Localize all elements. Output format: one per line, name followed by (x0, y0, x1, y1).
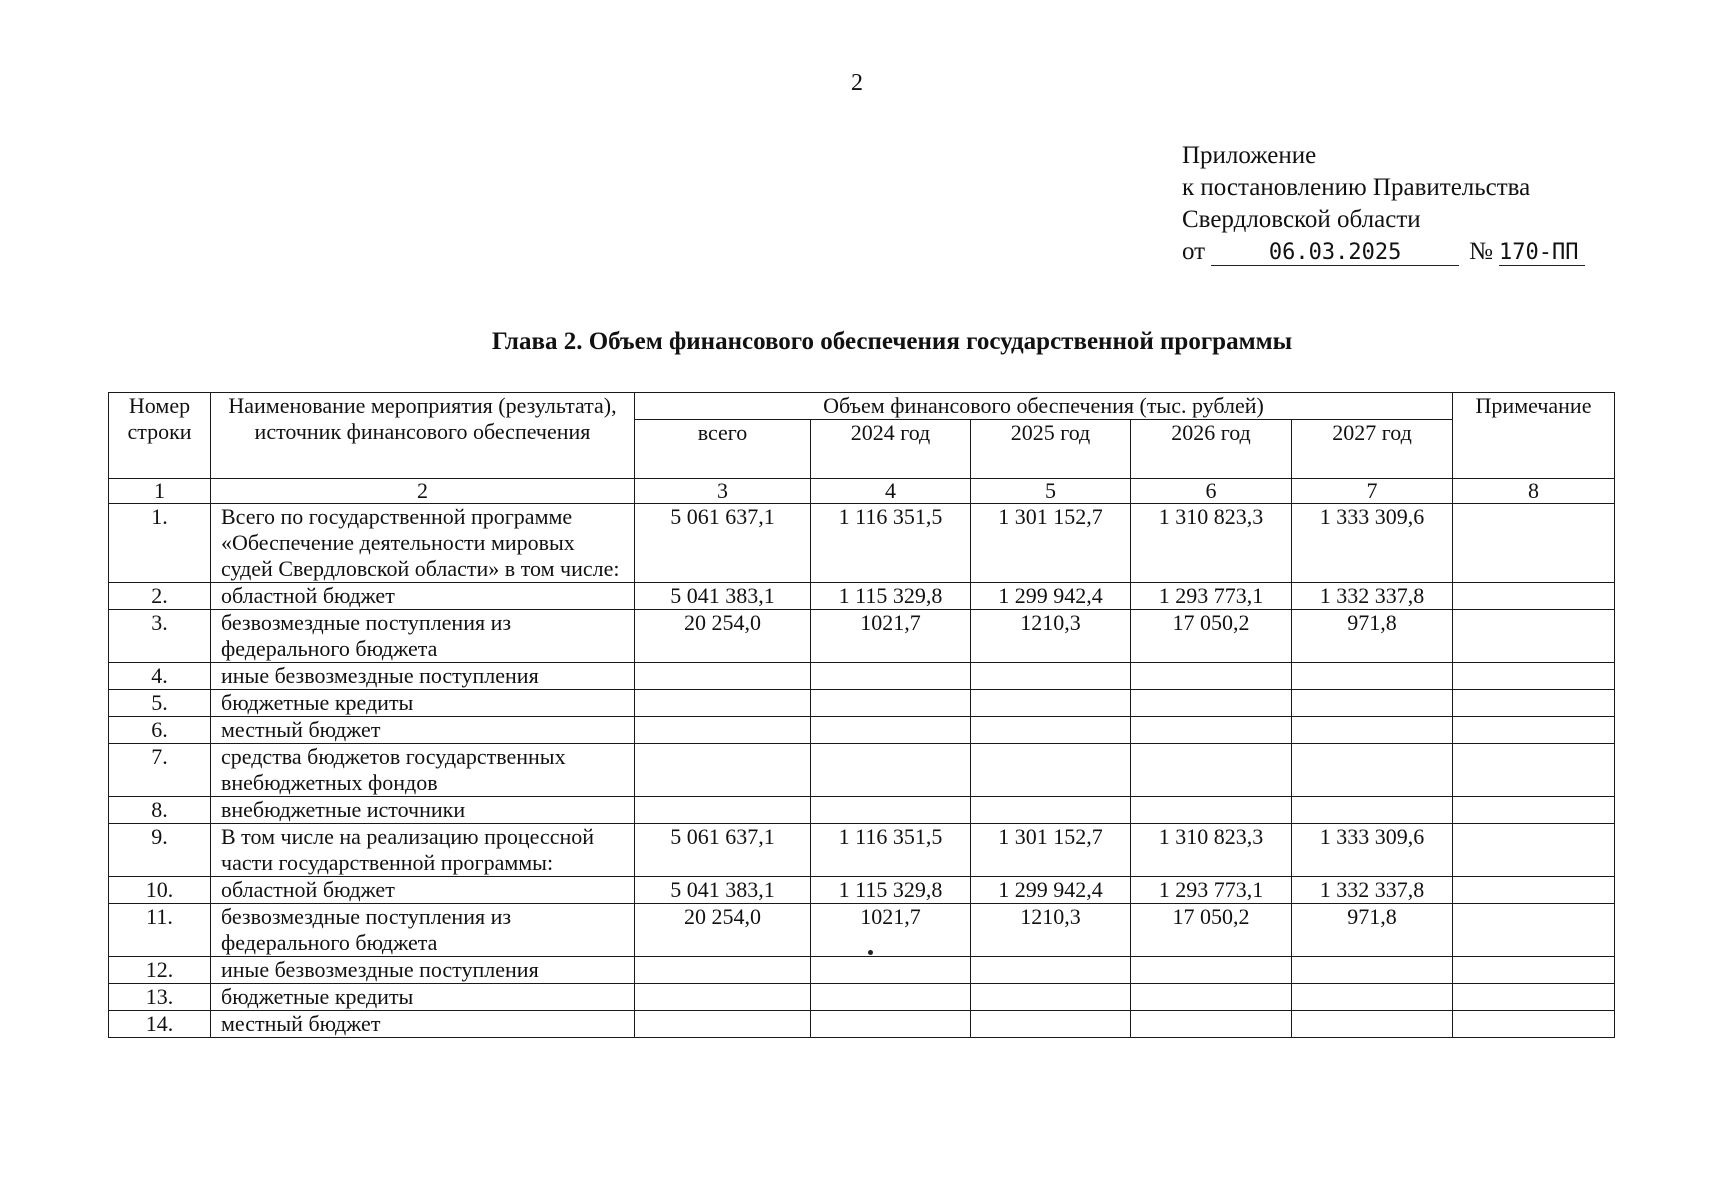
row-2026-cell (1131, 957, 1292, 984)
row-2024-cell (811, 744, 971, 797)
header-2024: 2024 год (811, 420, 971, 479)
row-2027-cell: 1 332 337,8 (1292, 583, 1453, 610)
row-number-cell: 9. (109, 824, 211, 877)
row-2024-cell (811, 717, 971, 744)
appendix-block (1182, 140, 1585, 268)
row-total-cell: 5 041 383,1 (635, 583, 811, 610)
row-name-cell: безвозмездные поступления из федерального бюджета (211, 610, 635, 663)
row-2026-cell: 1 293 773,1 (1131, 877, 1292, 904)
appendix-line-3: Свердловской области (1182, 206, 1421, 233)
row-note-cell (1453, 690, 1615, 717)
row-2025-cell: 1 301 152,7 (971, 824, 1131, 877)
row-total-cell: 5 041 383,1 (635, 877, 811, 904)
table-row (109, 717, 1615, 744)
row-total-cell: 20 254,0 (635, 904, 811, 957)
row-number-cell: 3. (109, 610, 211, 663)
row-2026-cell (1131, 717, 1292, 744)
row-2026-cell (1131, 1011, 1292, 1038)
appendix-line-2: к постановлению Правительства (1182, 174, 1531, 201)
header-2027: 2027 год (1292, 420, 1453, 479)
row-2024-cell: 1021,7 (811, 904, 971, 957)
row-name-cell: местный бюджет (211, 717, 635, 744)
row-note-cell (1453, 583, 1615, 610)
appendix-date-line (1182, 236, 1585, 268)
row-name-cell: внебюджетные источники (211, 797, 635, 824)
row-name-cell: бюджетные кредиты (211, 690, 635, 717)
row-total-cell (635, 744, 811, 797)
row-2026-cell: 17 050,2 (1131, 904, 1292, 957)
row-2027-cell (1292, 717, 1453, 744)
row-name-cell: иные безвозмездные поступления (211, 957, 635, 984)
row-number-cell: 12. (109, 957, 211, 984)
row-note-cell (1453, 744, 1615, 797)
row-name-cell: местный бюджет (211, 1011, 635, 1038)
row-total-cell (635, 984, 811, 1011)
column-index: 2 (211, 479, 635, 504)
row-2027-cell: 1 333 309,6 (1292, 504, 1453, 583)
column-index: 1 (109, 479, 211, 504)
row-2024-cell: 1021,7 (811, 610, 971, 663)
chapter-title: Глава 2. Объем финансового обеспечения государственной программы (491, 328, 1293, 355)
row-2024-cell (811, 957, 971, 984)
date-prefix: от (1182, 238, 1206, 265)
column-index: 4 (811, 479, 971, 504)
row-2026-cell: 1 293 773,1 (1131, 583, 1292, 610)
table-row (109, 663, 1615, 690)
row-name-cell: средства бюджетов государственных внебюджетных фондов (211, 744, 635, 797)
row-number-cell: 5. (109, 690, 211, 717)
row-2026-cell (1131, 663, 1292, 690)
row-2027-cell (1292, 690, 1453, 717)
row-number-cell: 10. (109, 877, 211, 904)
table-row (109, 1011, 1615, 1038)
row-number-cell: 14. (109, 1011, 211, 1038)
header-total: всего (635, 420, 811, 479)
row-2025-cell: 1 299 942,4 (971, 583, 1131, 610)
row-2025-cell: 1 299 942,4 (971, 877, 1131, 904)
row-total-cell (635, 663, 811, 690)
row-note-cell (1453, 1011, 1615, 1038)
row-2026-cell (1131, 797, 1292, 824)
table-row (109, 744, 1615, 797)
row-2027-cell (1292, 984, 1453, 1011)
row-2025-cell (971, 797, 1131, 824)
header-2026: 2026 год (1131, 420, 1292, 479)
column-index: 6 (1131, 479, 1292, 504)
column-index: 5 (971, 479, 1131, 504)
column-index-row (109, 479, 1615, 504)
column-index: 3 (635, 479, 811, 504)
row-name-cell: Всего по государственной программе «Обеспечение деятельности мировых судей Свердловской области» в том числе: (211, 504, 635, 583)
row-name-cell: областной бюджет (211, 583, 635, 610)
row-total-cell (635, 957, 811, 984)
row-2026-cell: 17 050,2 (1131, 610, 1292, 663)
table-row (109, 904, 1615, 957)
row-2025-cell: 1 301 152,7 (971, 504, 1131, 583)
row-note-cell (1453, 877, 1615, 904)
column-index: 7 (1292, 479, 1453, 504)
row-2024-cell: 1 116 351,5 (811, 504, 971, 583)
row-number-cell: 2. (109, 583, 211, 610)
row-2024-cell (811, 984, 971, 1011)
row-2027-cell (1292, 1011, 1453, 1038)
row-2025-cell (971, 690, 1131, 717)
header-note: Примечание (1453, 393, 1615, 479)
row-note-cell (1453, 717, 1615, 744)
row-total-cell: 5 061 637,1 (635, 504, 811, 583)
row-2027-cell (1292, 797, 1453, 824)
row-2025-cell (971, 744, 1131, 797)
row-2025-cell (971, 957, 1131, 984)
stray-dot-mark (868, 950, 873, 955)
row-2027-cell (1292, 744, 1453, 797)
row-2024-cell: 1 116 351,5 (811, 824, 971, 877)
table-row (109, 610, 1615, 663)
row-name-cell: областной бюджет (211, 877, 635, 904)
page-number: 2 (851, 70, 863, 96)
row-total-cell: 5 061 637,1 (635, 824, 811, 877)
row-note-cell (1453, 797, 1615, 824)
row-2025-cell (971, 663, 1131, 690)
row-note-cell (1453, 904, 1615, 957)
row-2027-cell: 1 333 309,6 (1292, 824, 1453, 877)
row-note-cell (1453, 663, 1615, 690)
row-number-cell: 1. (109, 504, 211, 583)
row-number-cell: 13. (109, 984, 211, 1011)
table-row (109, 984, 1615, 1011)
row-name-cell: бюджетные кредиты (211, 984, 635, 1011)
row-total-cell: 20 254,0 (635, 610, 811, 663)
row-2025-cell: 1210,3 (971, 610, 1131, 663)
row-2024-cell (811, 797, 971, 824)
resolution-number: 170-ПП (1499, 241, 1585, 266)
table-row (109, 877, 1615, 904)
row-number-cell: 11. (109, 904, 211, 957)
row-2025-cell (971, 984, 1131, 1011)
row-2024-cell (811, 1011, 971, 1038)
row-total-cell (635, 717, 811, 744)
header-volume-group: Объем финансового обеспечения (тыс. рублей) (635, 393, 1453, 420)
financing-table (108, 392, 1615, 1038)
row-2026-cell (1131, 984, 1292, 1011)
row-note-cell (1453, 957, 1615, 984)
row-name-cell: безвозмездные поступления из федерального бюджета (211, 904, 635, 957)
row-number-cell: 7. (109, 744, 211, 797)
resolution-date: 06.03.2025 (1211, 241, 1459, 266)
row-2027-cell: 971,8 (1292, 610, 1453, 663)
row-2026-cell (1131, 744, 1292, 797)
table-row (109, 690, 1615, 717)
header-2025: 2025 год (971, 420, 1131, 479)
row-2026-cell: 1 310 823,3 (1131, 504, 1292, 583)
row-note-cell (1453, 824, 1615, 877)
row-number-cell: 4. (109, 663, 211, 690)
table-row (109, 957, 1615, 984)
row-2027-cell: 1 332 337,8 (1292, 877, 1453, 904)
row-number-cell: 6. (109, 717, 211, 744)
number-prefix: № (1469, 238, 1493, 265)
row-note-cell (1453, 504, 1615, 583)
row-note-cell (1453, 984, 1615, 1011)
row-2025-cell (971, 717, 1131, 744)
header-name: Наименование мероприятия (результата), источник финансового обеспечения (211, 393, 635, 479)
row-2025-cell: 1210,3 (971, 904, 1131, 957)
table-row (109, 583, 1615, 610)
table-row (109, 504, 1615, 583)
row-total-cell (635, 690, 811, 717)
row-2026-cell (1131, 690, 1292, 717)
row-2027-cell (1292, 663, 1453, 690)
row-2027-cell (1292, 957, 1453, 984)
appendix-line-1: Приложение (1182, 142, 1317, 169)
row-2027-cell: 971,8 (1292, 904, 1453, 957)
table-row (109, 824, 1615, 877)
row-2024-cell: 1 115 329,8 (811, 583, 971, 610)
row-2024-cell (811, 663, 971, 690)
column-index: 8 (1453, 479, 1615, 504)
row-2024-cell (811, 690, 971, 717)
row-name-cell: иные безвозмездные поступления (211, 663, 635, 690)
row-total-cell (635, 1011, 811, 1038)
row-number-cell: 8. (109, 797, 211, 824)
row-total-cell (635, 797, 811, 824)
row-2025-cell (971, 1011, 1131, 1038)
row-note-cell (1453, 610, 1615, 663)
row-2026-cell: 1 310 823,3 (1131, 824, 1292, 877)
header-row-number: Номер строки (109, 393, 211, 479)
row-name-cell: В том числе на реализацию процессной части государственной программы: (211, 824, 635, 877)
row-2024-cell: 1 115 329,8 (811, 877, 971, 904)
table-row (109, 797, 1615, 824)
